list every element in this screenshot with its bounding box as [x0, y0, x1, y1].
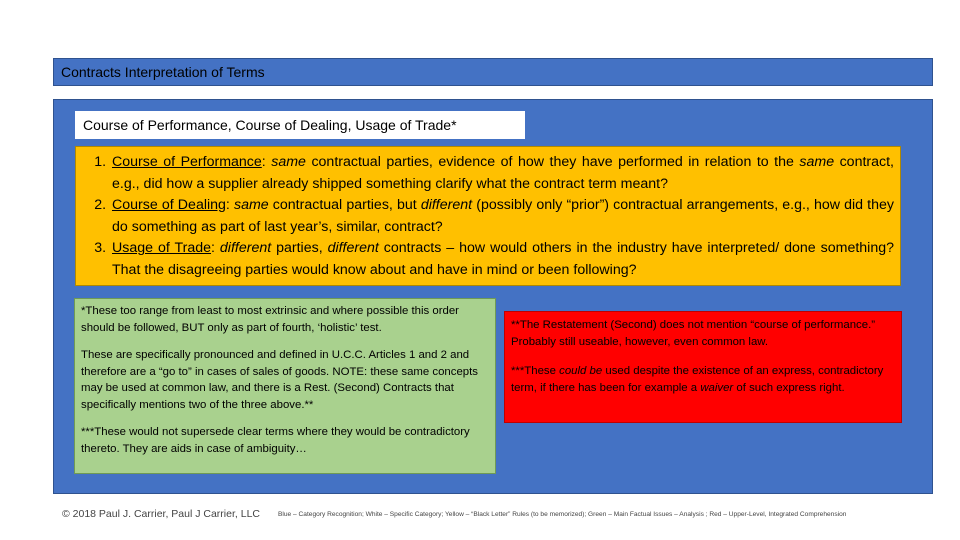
rule-emphasis: different [327, 240, 379, 257]
rule-text: : [225, 197, 234, 214]
subtitle-text: Course of Performance, Course of Dealing, Usage of Trade* [83, 117, 457, 133]
rule-usage-of-trade [110, 238, 894, 281]
rule-emphasis: same [233, 197, 269, 214]
slide-title: Contracts Interpretation of Terms [61, 64, 265, 80]
black-letter-rules-box [75, 146, 901, 286]
rule-course-of-dealing [110, 195, 894, 238]
note-paragraph: ***These would not supersede clear terms where they would be contradictory thereto. They are aids in case of ambiguity… [81, 426, 470, 455]
subtitle-box [75, 111, 525, 139]
rule-text: : [211, 240, 220, 257]
note-text: used despite the existence of an express, contradictory term, if there has been for example a [511, 365, 884, 394]
note-text: of such express right. [733, 381, 845, 394]
note-paragraph [511, 363, 895, 396]
note-text: ***These [511, 365, 560, 377]
rule-emphasis: same [271, 154, 306, 170]
rule-course-of-performance [110, 152, 894, 195]
rule-text: (possibly only “prior”) contractual arrangements, e.g., how did they do something as part of last year’s, similar, contract? [112, 197, 894, 235]
rules-list [80, 152, 894, 282]
rule-text: : [261, 154, 272, 170]
rule-term: Course of Performance [112, 154, 262, 170]
rule-term: Course of Dealing [112, 197, 226, 214]
rule-text: contract, e.g., did how a supplier already shipped something clarify what the contract term meant? [112, 154, 895, 192]
rule-term: Usage of Trade [112, 240, 212, 257]
rule-text: contractual parties, but [268, 197, 421, 214]
rule-emphasis: different [219, 240, 272, 257]
note-paragraph: These are specifically pronounced and defined in U.C.C. Articles 1 and 2 and therefore are a “go to” in cases of sales of goods. NOTE: these same concepts may be used at common law, and there is a Rest. (Second) Contracts that specifically mentions two of the three above.** [81, 349, 478, 411]
note-paragraph: **The Restatement (Second) does not mention “course of performance.” Probably still useable, however, even common law. [511, 319, 876, 348]
slide-title-bar [53, 58, 933, 86]
note-emphasis: could be [559, 365, 603, 377]
copyright-notice: © 2018 Paul J. Carrier, Paul J Carrier, LLC [62, 508, 260, 520]
rule-text: parties, [271, 240, 328, 257]
upper-level-box [504, 311, 902, 423]
rule-emphasis: different [420, 197, 473, 214]
factual-issues-box [74, 298, 496, 474]
note-paragraph: *These too range from least to most extrinsic and where possible this order should be followed, BUT only as part of fourth, ‘holistic’ test. [81, 305, 459, 334]
rule-text: contractual parties, evidence of how they have performed in relation to the [305, 154, 800, 170]
rule-text: contracts – how would others in the industry have interpreted/ done something? That the disagreeing parties would know about and have in mind or been following? [112, 240, 894, 278]
note-emphasis: waiver [700, 381, 734, 394]
color-legend: Blue – Category Recognition; White – Specific Category; Yellow – “Black Letter” Rules (to be memorized); Green – Main Factual Issues – Analysis ; Red – Upper-Level, Integrated Comprehension [278, 511, 847, 518]
rule-emphasis: same [799, 154, 835, 170]
